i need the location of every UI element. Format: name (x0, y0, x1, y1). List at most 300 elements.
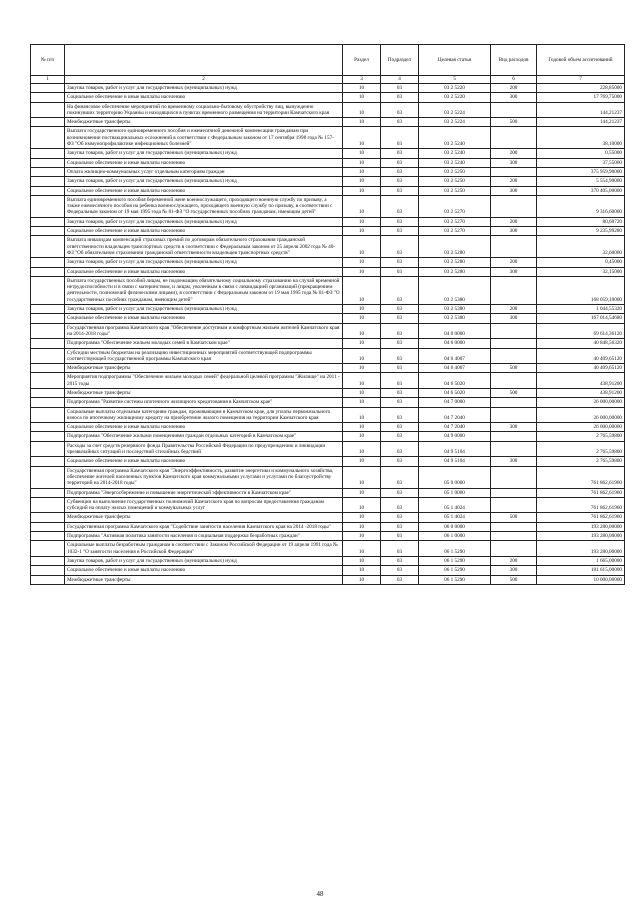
table-row (31, 488, 625, 497)
cell-sum: 80,60720 (537, 217, 625, 226)
cell-podrazdel: 03 (381, 466, 419, 488)
cell-num (31, 556, 65, 565)
cell-sum: 26 000,00000 (537, 407, 625, 423)
column-number: 4 (381, 76, 419, 84)
cell-sum: 26 000,00000 (537, 398, 625, 407)
cell-razdel: 10 (343, 149, 381, 158)
cell-article: 04 6 4007 (419, 348, 491, 364)
cell-expense: 300 (491, 457, 537, 466)
col-num-header: № п/п (31, 45, 65, 76)
cell-article: 03 2 5224 (419, 102, 491, 118)
cell-name: Оплата жилищно-коммунальных услуг отдельным категориям граждан (65, 167, 343, 176)
cell-razdel: 10 (343, 398, 381, 407)
cell-name: Социальное обеспечение и иные выплаты населению (65, 267, 343, 276)
cell-expense: 200 (491, 177, 537, 186)
cell-podrazdel: 03 (381, 339, 419, 348)
cell-razdel: 10 (343, 423, 381, 432)
cell-sum: 69 614,36120 (537, 323, 625, 339)
cell-num (31, 118, 65, 127)
cell-article: 05 1 4024 (419, 513, 491, 522)
cell-expense (491, 398, 537, 407)
cell-name: Выплата единовременного пособия беременной жене военнослужащего, проходящего военную службу по призыву, а также ежемесячного пособия на ребенка военнослужащего, проходящего военную службу по призыву, в соответствии с Федеральным законом от 19 мая 1995 года № 81-ФЗ "О государственных пособиях гражданам, имеющим детей" (65, 195, 343, 217)
cell-name: Государственная программа Камчатского края "Энергоэффективность, развитие энергетики и коммунального хозяйства, обеспечение жителей населенных пунктов Камчатского края коммунальными услугами и услугами по благоустройству территорий на 2014-2018 годы" (65, 466, 343, 488)
cell-name: Социальные выплаты отдельным категориям граждан, проживающим в Камчатском крае, для уплаты первоначального взноса по ипотечному жилищному кредиту на приобретение жилого помещения на территории Камчатского края (65, 407, 343, 423)
cell-name: Государственная программа Камчатского края "Содействие занятости населения Камчатского края на 2014 -2018 годы" (65, 522, 343, 531)
column-number: 6 (491, 76, 537, 84)
cell-expense: 200 (491, 149, 537, 158)
cell-sum: 1 044,55320 (537, 305, 625, 314)
cell-razdel: 10 (343, 195, 381, 217)
cell-podrazdel: 03 (381, 373, 419, 389)
cell-expense (491, 236, 537, 258)
cell-num (31, 407, 65, 423)
table-row (31, 84, 625, 93)
cell-article: 03 2 5380 (419, 314, 491, 323)
cell-expense (491, 497, 537, 513)
cell-article: 03 2 5280 (419, 258, 491, 267)
cell-name: Межбюджетные трансферты (65, 513, 343, 522)
cell-article: 04 7 0000 (419, 398, 491, 407)
cell-expense: 300 (491, 267, 537, 276)
cell-sum: 10 000,00000 (537, 575, 625, 584)
cell-article: 04 9 5104 (419, 457, 491, 466)
cell-num (31, 127, 65, 149)
cell-name: Выплата государственного единовременного пособия и ежемесячной денежной компенсации гражданам при возникновении поствакцинальных осложнений в соответствии с Федеральным законом от 17 сентября 1998 года № 157-ФЗ "Об иммунопрофилактике инфекционных болезней" (65, 127, 343, 149)
cell-sum: 193 280,00000 (537, 522, 625, 531)
column-number: 7 (537, 76, 625, 84)
cell-article: 03 2 5270 (419, 195, 491, 217)
cell-article: 06 1 5290 (419, 541, 491, 557)
cell-sum: 32,15000 (537, 267, 625, 276)
cell-article: 03 2 5250 (419, 167, 491, 176)
cell-sum: 761 862,61960 (537, 513, 625, 522)
table-row (31, 93, 625, 102)
table-row (31, 236, 625, 258)
cell-razdel: 10 (343, 513, 381, 522)
cell-podrazdel: 03 (381, 227, 419, 236)
cell-name: Закупка товаров, работ и услуг для государственных (муниципальных) нужд (65, 305, 343, 314)
cell-article: 05 1 4024 (419, 497, 491, 513)
cell-sum: 1 665,00000 (537, 556, 625, 565)
cell-podrazdel: 03 (381, 149, 419, 158)
cell-podrazdel: 03 (381, 441, 419, 457)
cell-num (31, 466, 65, 488)
table-row (31, 457, 625, 466)
cell-expense: 300 (491, 158, 537, 167)
table-row (31, 339, 625, 348)
cell-sum: 32,60000 (537, 236, 625, 258)
table-row (31, 149, 625, 158)
cell-article: 03 2 5380 (419, 276, 491, 304)
cell-razdel: 10 (343, 566, 381, 575)
cell-num (31, 267, 65, 276)
cell-name: Социальное обеспечение и иные выплаты населению (65, 423, 343, 432)
column-number: 3 (343, 76, 381, 84)
cell-expense (491, 373, 537, 389)
cell-num (31, 258, 65, 267)
cell-num (31, 158, 65, 167)
cell-razdel: 10 (343, 305, 381, 314)
cell-num (31, 532, 65, 541)
budget-table (30, 44, 625, 585)
cell-podrazdel: 03 (381, 556, 419, 565)
cell-sum: 193 280,00000 (537, 541, 625, 557)
cell-num (31, 186, 65, 195)
cell-sum: 5 554,90000 (537, 177, 625, 186)
cell-name: Социальное обеспечение и иные выплаты населению (65, 314, 343, 323)
cell-expense (491, 195, 537, 217)
cell-article: 06 1 5290 (419, 566, 491, 575)
cell-num (31, 488, 65, 497)
cell-expense: 300 (491, 93, 537, 102)
cell-expense (491, 276, 537, 304)
cell-article: 06 1 0000 (419, 532, 491, 541)
cell-sum: 2 765,59800 (537, 457, 625, 466)
table-row (31, 102, 625, 118)
cell-num (31, 457, 65, 466)
table-body (31, 84, 625, 585)
cell-razdel: 10 (343, 364, 381, 373)
cell-podrazdel: 03 (381, 532, 419, 541)
cell-expense (491, 348, 537, 364)
cell-razdel: 10 (343, 258, 381, 267)
cell-razdel: 10 (343, 556, 381, 565)
cell-name: Межбюджетные трансферты (65, 388, 343, 397)
cell-expense (491, 488, 537, 497)
cell-razdel: 10 (343, 323, 381, 339)
cell-expense: 200 (491, 305, 537, 314)
table-row (31, 186, 625, 195)
col-razdel-header: Раздел (343, 45, 381, 76)
cell-name: Расходы за счет средств резервного фонда Правительства Российской Федерации по предупреждению и ликвидации чрезвычайных ситуаций и последствий стихийных бедствий (65, 441, 343, 457)
cell-podrazdel: 03 (381, 167, 419, 176)
cell-podrazdel: 03 (381, 217, 419, 226)
cell-sum: 38,10000 (537, 127, 625, 149)
cell-razdel: 10 (343, 227, 381, 236)
cell-sum: 375 959,90000 (537, 167, 625, 176)
cell-podrazdel: 03 (381, 432, 419, 441)
cell-article: 03 2 5380 (419, 305, 491, 314)
cell-expense (491, 466, 537, 488)
cell-name: Межбюджетные трансферты (65, 575, 343, 584)
cell-sum: 9 235,99280 (537, 227, 625, 236)
table-row (31, 227, 625, 236)
cell-sum: 40 409,65120 (537, 364, 625, 373)
cell-podrazdel: 03 (381, 236, 419, 258)
cell-razdel: 10 (343, 497, 381, 513)
cell-razdel: 10 (343, 267, 381, 276)
table-row (31, 423, 625, 432)
cell-article: 04 6 5020 (419, 373, 491, 389)
cell-num (31, 497, 65, 513)
cell-name: Подпрограмма "Развитие системы ипотечного жилищного кредитования в Камчатском крае" (65, 398, 343, 407)
cell-podrazdel: 03 (381, 323, 419, 339)
table-row (31, 556, 625, 565)
cell-expense: 300 (491, 566, 537, 575)
cell-podrazdel: 03 (381, 497, 419, 513)
cell-expense: 500 (491, 513, 537, 522)
cell-sum: 9 316,60000 (537, 195, 625, 217)
cell-num (31, 348, 65, 364)
cell-article: 05 0 0000 (419, 466, 491, 488)
cell-sum: 40 848,56320 (537, 339, 625, 348)
cell-razdel: 10 (343, 532, 381, 541)
cell-expense (491, 432, 537, 441)
table-row (31, 441, 625, 457)
cell-expense (491, 339, 537, 348)
table-header-row (31, 45, 625, 76)
cell-expense (491, 541, 537, 557)
cell-article: 03 2 5270 (419, 217, 491, 226)
cell-name: Межбюджетные трансферты (65, 364, 343, 373)
cell-podrazdel: 03 (381, 388, 419, 397)
cell-expense: 300 (491, 423, 537, 432)
cell-article: 03 2 5240 (419, 158, 491, 167)
cell-sum: 761 862,61960 (537, 466, 625, 488)
cell-expense: 500 (491, 118, 537, 127)
cell-razdel: 10 (343, 186, 381, 195)
table-row (31, 541, 625, 557)
cell-podrazdel: 03 (381, 348, 419, 364)
cell-article: 04 7 2040 (419, 407, 491, 423)
cell-article: 03 2 5280 (419, 267, 491, 276)
cell-podrazdel: 03 (381, 541, 419, 557)
cell-num (31, 541, 65, 557)
cell-name: Закупка товаров, работ и услуг для государственных (муниципальных) нужд (65, 217, 343, 226)
cell-name: Подпрограмма "Обеспечение жилыми помещениями граждан отдельных категорий в Камчатском крае" (65, 432, 343, 441)
cell-name: Социальное обеспечение и иные выплаты населению (65, 566, 343, 575)
table-row (31, 348, 625, 364)
cell-article: 06 1 5290 (419, 556, 491, 565)
cell-expense (491, 407, 537, 423)
cell-name: Социальное обеспечение и иные выплаты населению (65, 158, 343, 167)
cell-article: 04 6 5020 (419, 388, 491, 397)
cell-razdel: 10 (343, 158, 381, 167)
cell-article: 03 2 5270 (419, 227, 491, 236)
cell-podrazdel: 03 (381, 364, 419, 373)
cell-num (31, 167, 65, 176)
cell-article: 04 6 4007 (419, 364, 491, 373)
cell-num (31, 398, 65, 407)
cell-name: Выплата государственных пособий лицам, не подлежащим обязательному социальному страхованию на случай временной нетрудоспособности и в связи с материнством, и лицам, уволенным в связи с ликвидацией организаций (прекращением деятельности, полномочий физическими лицами), в соответствии с Федеральным законом от 19 мая 1995 года № 81-ФЗ "О государственных пособиях гражданам, имеющим детей" (65, 276, 343, 304)
col-article-header: Целевая статья (419, 45, 491, 76)
table-row (31, 364, 625, 373)
cell-article: 03 2 5250 (419, 186, 491, 195)
cell-num (31, 364, 65, 373)
cell-razdel: 10 (343, 407, 381, 423)
cell-razdel: 10 (343, 388, 381, 397)
cell-sum: 0,55000 (537, 149, 625, 158)
column-number: 1 (31, 76, 65, 84)
cell-num (31, 522, 65, 531)
cell-expense (491, 441, 537, 457)
cell-razdel: 10 (343, 217, 381, 226)
cell-name: Межбюджетные трансферты (65, 118, 343, 127)
cell-name: Закупка товаров, работ и услуг для государственных (муниципальных) нужд (65, 556, 343, 565)
cell-num (31, 195, 65, 217)
cell-article: 04 6 0000 (419, 339, 491, 348)
cell-razdel: 10 (343, 177, 381, 186)
cell-expense: 200 (491, 258, 537, 267)
table-row (31, 407, 625, 423)
cell-article: 03 2 5240 (419, 149, 491, 158)
cell-expense (491, 532, 537, 541)
cell-razdel: 10 (343, 276, 381, 304)
table-row (31, 497, 625, 513)
cell-sum: 40 409,65120 (537, 348, 625, 364)
cell-razdel: 10 (343, 441, 381, 457)
table-row (31, 522, 625, 531)
cell-sum: 761 862,61960 (537, 497, 625, 513)
cell-razdel: 10 (343, 167, 381, 176)
cell-expense (491, 127, 537, 149)
cell-expense (491, 522, 537, 531)
cell-num (31, 305, 65, 314)
cell-name: Социальное обеспечение и иные выплаты населению (65, 457, 343, 466)
cell-name: Выплата инвалидам компенсаций страховых премий по договорам обязательного страхования гражданской ответственности владельцев транспортных средств в соответствии с Федеральным законом от 25 апреля 2002 года № 40-ФЗ "Об обязательном страховании гражданской ответственности владельцев транспортных средств" (65, 236, 343, 258)
cell-name: Закупка товаров, работ и услуг для государственных (муниципальных) нужд (65, 177, 343, 186)
cell-podrazdel: 03 (381, 186, 419, 195)
cell-razdel: 10 (343, 432, 381, 441)
cell-sum: 167 014,54680 (537, 314, 625, 323)
cell-num (31, 217, 65, 226)
cell-podrazdel: 03 (381, 457, 419, 466)
cell-expense (491, 102, 537, 118)
cell-razdel: 10 (343, 118, 381, 127)
cell-sum: 438,91200 (537, 373, 625, 389)
cell-num (31, 102, 65, 118)
cell-name: Субвенции на выполнение государственных полномочий Камчатского края по вопросам предоставления гражданам субсидий на оплату жилых помещений и коммунальных услуг (65, 497, 343, 513)
table-row (31, 513, 625, 522)
cell-razdel: 10 (343, 522, 381, 531)
cell-name: Подпрограмма "Активная политика занятости населения и социальная поддержка безработных граждан" (65, 532, 343, 541)
cell-name: Социальные выплаты безработным гражданам в соответствии с Законом Российской Федерации от 19 апреля 1991 года № 1032-1 "О занятости населения в Российской Федерации" (65, 541, 343, 557)
cell-num (31, 575, 65, 584)
cell-expense: 300 (491, 227, 537, 236)
cell-sum: 761 862,61960 (537, 488, 625, 497)
table-row (31, 323, 625, 339)
cell-razdel: 10 (343, 457, 381, 466)
cell-name: Подпрограмма "Энергосбережение и повышение энергетической эффективности в Камчатском крае" (65, 488, 343, 497)
cell-podrazdel: 03 (381, 102, 419, 118)
cell-expense: 500 (491, 388, 537, 397)
cell-expense: 500 (491, 364, 537, 373)
cell-num (31, 388, 65, 397)
cell-podrazdel: 03 (381, 513, 419, 522)
cell-name: Социальное обеспечение и иные выплаты населению (65, 93, 343, 102)
cell-name: Подпрограмма "Обеспечение жильем молодых семей в Камчатском крае" (65, 339, 343, 348)
col-podrazdel-header: Подраздел (381, 45, 419, 76)
cell-num (31, 177, 65, 186)
cell-podrazdel: 03 (381, 93, 419, 102)
table-row (31, 217, 625, 226)
cell-razdel: 10 (343, 93, 381, 102)
table-row (31, 195, 625, 217)
cell-razdel: 10 (343, 236, 381, 258)
cell-num (31, 373, 65, 389)
cell-razdel: 10 (343, 541, 381, 557)
table-row (31, 177, 625, 186)
cell-article: 06 0 0000 (419, 522, 491, 531)
cell-name: Государственная программа Камчатского края "Обеспечение доступным и комфортным жильем жителей Камчатского края на 2014-2018 годы" (65, 323, 343, 339)
cell-podrazdel: 03 (381, 522, 419, 531)
cell-podrazdel: 03 (381, 305, 419, 314)
cell-article: 03 2 5250 (419, 177, 491, 186)
cell-num (31, 227, 65, 236)
cell-num (31, 441, 65, 457)
cell-razdel: 10 (343, 339, 381, 348)
cell-num (31, 423, 65, 432)
cell-article: 04 9 0000 (419, 432, 491, 441)
table-row (31, 276, 625, 304)
cell-name: Закупка товаров, работ и услуг для государственных (муниципальных) нужд (65, 149, 343, 158)
cell-name: На финансовое обеспечение мероприятий по временному социально-бытовому обустройству лиц, вынужденно покинувших территорию Украины и находящихся в пунктах временного размещения на территории Камчатского края (65, 102, 343, 118)
cell-expense: 500 (491, 575, 537, 584)
cell-name: Субсидии местным бюджетам на реализацию инвестиционных мероприятий соответствующей подпрограммы соответствующей государственной программы Камчатского края (65, 348, 343, 364)
cell-name: Закупка товаров, работ и услуг для государственных (муниципальных) нужд (65, 84, 343, 93)
cell-expense (491, 167, 537, 176)
cell-sum: 37,55000 (537, 158, 625, 167)
cell-sum: 370 405,00000 (537, 186, 625, 195)
cell-razdel: 10 (343, 84, 381, 93)
cell-podrazdel: 03 (381, 398, 419, 407)
cell-podrazdel: 03 (381, 407, 419, 423)
col-expense-header: Вид расходов (491, 45, 537, 76)
table-row (31, 305, 625, 314)
cell-razdel: 10 (343, 102, 381, 118)
cell-num (31, 566, 65, 575)
table-row (31, 388, 625, 397)
cell-razdel: 10 (343, 314, 381, 323)
cell-num (31, 432, 65, 441)
cell-article: 06 1 5290 (419, 575, 491, 584)
cell-expense: 200 (491, 217, 537, 226)
cell-name: Социальное обеспечение и иные выплаты населению (65, 227, 343, 236)
cell-podrazdel: 03 (381, 566, 419, 575)
cell-razdel: 10 (343, 575, 381, 584)
cell-num (31, 276, 65, 304)
cell-razdel: 10 (343, 488, 381, 497)
table-row (31, 432, 625, 441)
cell-name: Закупка товаров, работ и услуг для государственных (муниципальных) нужд (65, 258, 343, 267)
column-number: 2 (65, 76, 343, 84)
cell-sum: 168 059,10000 (537, 276, 625, 304)
cell-expense: 300 (491, 186, 537, 195)
cell-sum: 26 000,00000 (537, 423, 625, 432)
cell-podrazdel: 03 (381, 276, 419, 304)
cell-name: Мероприятия подпрограммы "Обеспечение жильем молодых семей" федеральной целевой программы "Жилище" на 2011 - 2015 годы (65, 373, 343, 389)
cell-expense: 300 (491, 314, 537, 323)
cell-num (31, 339, 65, 348)
cell-sum: 193 280,00000 (537, 532, 625, 541)
table-row (31, 258, 625, 267)
cell-article: 03 2 5220 (419, 93, 491, 102)
cell-article: 03 2 5280 (419, 236, 491, 258)
cell-podrazdel: 03 (381, 84, 419, 93)
cell-sum: 2 765,59800 (537, 441, 625, 457)
cell-sum: 144,21237 (537, 102, 625, 118)
cell-podrazdel: 03 (381, 258, 419, 267)
cell-article: 03 2 5220 (419, 84, 491, 93)
cell-article: 04 0 0000 (419, 323, 491, 339)
cell-expense: 200 (491, 84, 537, 93)
cell-podrazdel: 03 (381, 267, 419, 276)
table-row (31, 466, 625, 488)
cell-razdel: 10 (343, 373, 381, 389)
cell-podrazdel: 03 (381, 177, 419, 186)
table-row (31, 314, 625, 323)
cell-name: Социальное обеспечение и иные выплаты населению (65, 186, 343, 195)
